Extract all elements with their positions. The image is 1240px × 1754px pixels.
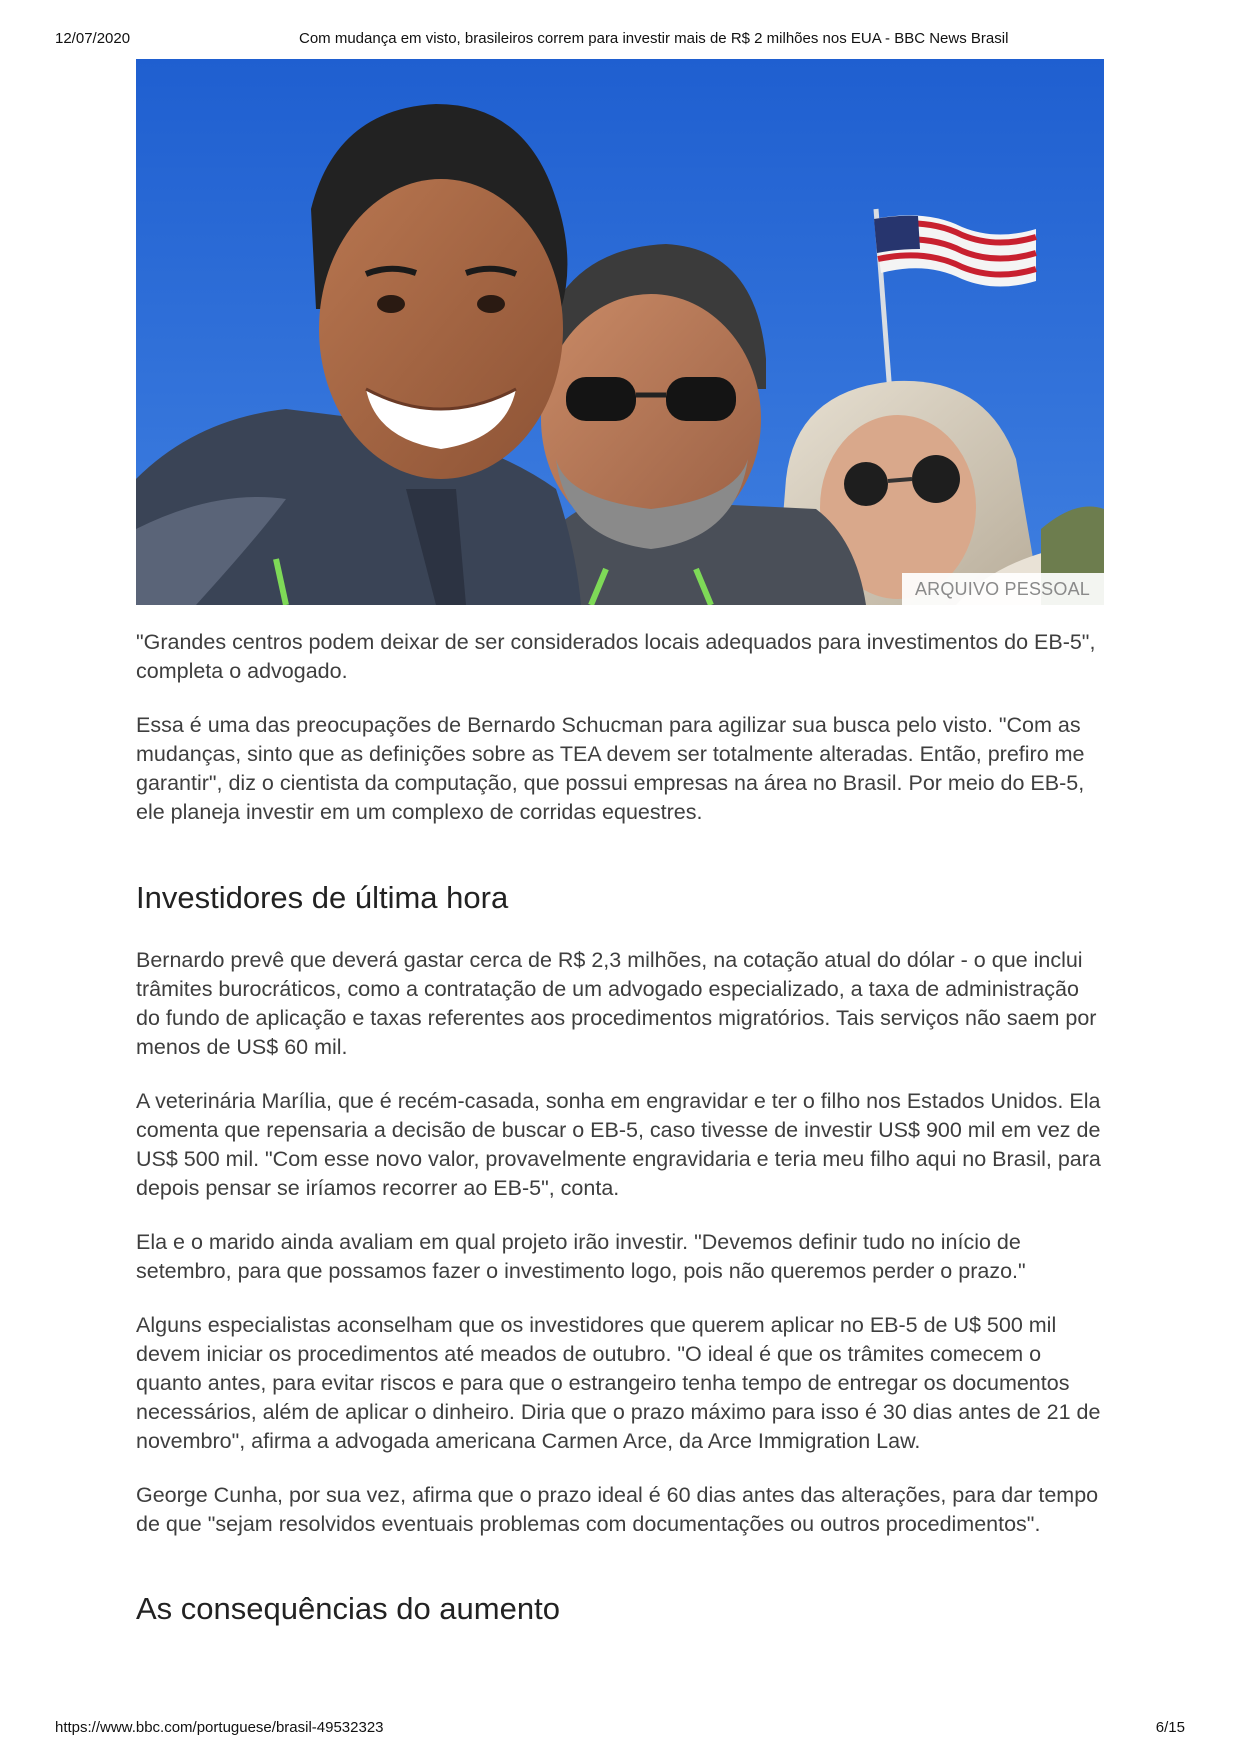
section-heading: Investidores de última hora <box>136 880 509 915</box>
paragraph: "Grandes centros podem deixar de ser considerados locais adequados para investimentos do EB-5", completa o advogado. <box>136 630 1096 683</box>
paragraph: Ela e o marido ainda avaliam em qual projeto irão investir. "Devemos definir tudo no início de setembro, para que possamos fazer o investimento logo, pois não queremos perder o prazo." <box>136 1230 1026 1283</box>
print-footer <box>55 1719 1185 1741</box>
paragraph: Alguns especialistas aconselham que os investidores que querem aplicar no EB-5 de U$ 500 mil devem iniciar os procedimentos até meados de outubro. "O ideal é que os trâmites comecem o quanto antes, para evitar riscos e para que o estrangeiro tenha tempo de entregar os documentos necessários, além de aplicar o dinheiro. Diria que o prazo máximo para isso é 30 dias antes de 21 de novembro", afirma a advogada americana Carmen Arce, da Arce Immigration Law. <box>136 1313 1101 1453</box>
print-date: 12/07/2020 <box>55 30 131 47</box>
paragraph: Bernardo prevê que deverá gastar cerca de R$ 2,3 milhões, na cotação atual do dólar - o que inclui trâmites burocráticos, como a contratação de um advogado especializado, a taxa de administração do fundo de aplicação e taxas referentes aos procedimentos migratórios. Tais serviços não saem por menos de US$ 60 mil. <box>136 948 1097 1059</box>
selfie-photo-illustration <box>136 59 1104 605</box>
print-document-title: Com mudança em visto, brasileiros correm para investir mais de R$ 2 milhões nos EUA - BBC News Brasil <box>299 30 1009 47</box>
page-url: https://www.bbc.com/portuguese/brasil-49532323 <box>55 1719 384 1736</box>
paragraph: A veterinária Marília, que é recém-casada, sonha em engravidar e ter o filho nos Estados Unidos. Ela comenta que repensaria a decisão de buscar o EB-5, caso tivesse de investir US$ 900 mil em vez de US$ 500 mil. "Com esse novo valor, provavelmente engravidaria e teria meu filho aqui no Brasil, para depois pensar se iríamos recorrer ao EB-5", conta. <box>136 1089 1101 1200</box>
photo-credit: ARQUIVO PESSOAL <box>902 573 1104 605</box>
section-heading: As consequências do aumento <box>136 1591 560 1626</box>
article-photo <box>136 59 1104 605</box>
page-number: 6/15 <box>1155 1719 1185 1736</box>
article-body <box>136 628 1104 1657</box>
paragraph: George Cunha, por sua vez, afirma que o prazo ideal é 60 dias antes das alterações, para dar tempo de que "sejam resolvidos eventuais problemas com documentações ou outros procedimentos". <box>136 1483 1099 1536</box>
print-header <box>55 30 1185 52</box>
paragraph: Essa é uma das preocupações de Bernardo Schucman para agilizar sua busca pelo visto. "Com as mudanças, sinto que as definições sobre as TEA devem ser totalmente alteradas. Então, prefiro me garantir", diz o cientista da computação, que possui empresas na área no Brasil. Por meio do EB-5, ele planeja investir em um complexo de corridas equestres. <box>136 713 1085 824</box>
